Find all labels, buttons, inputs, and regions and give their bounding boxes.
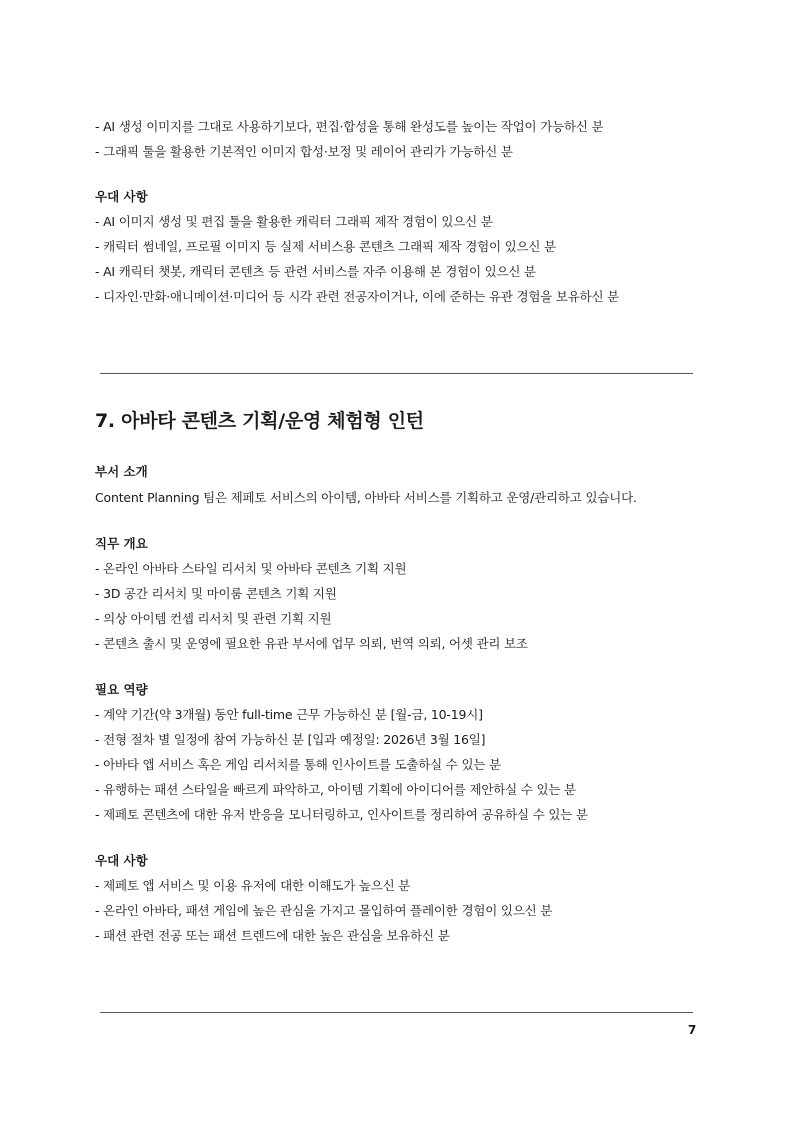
overview-heading: 직무 개요 xyxy=(95,536,148,551)
preferred-item: - 온라인 아바타, 패션 게임에 높은 관심을 가지고 몰입하여 플레이한 경험이 있으신 분 xyxy=(95,903,553,918)
preferred-item: - 캐릭터 썸네일, 프로필 이미지 등 실제 서비스용 콘텐츠 그래픽 제작 경험이 있으신 분 xyxy=(95,239,556,254)
overview-item: - 의상 아이템 컨셉 리서치 및 관련 기획 지원 xyxy=(95,611,332,626)
preferred-item: - 패션 관련 전공 또는 패션 트렌드에 대한 높은 관심을 보유하신 분 xyxy=(95,928,450,943)
requirements-heading: 필요 역량 xyxy=(95,682,148,697)
preferred-item: - 디자인·만화·애니메이션·미디어 등 시각 관련 전공자이거나, 이에 준하는 유관 경험을 보유하신 분 xyxy=(95,289,620,304)
overview-item: - 3D 공간 리서치 및 마이룸 콘텐츠 기획 지원 xyxy=(95,586,337,601)
preferred-item: - AI 캐릭터 챗봇, 캐릭터 콘텐츠 등 관련 서비스를 자주 이용해 본 경험이 있으신 분 xyxy=(95,264,536,279)
requirement-item: - 그래픽 툴을 활용한 기본적인 이미지 합성·보정 및 레이어 관리가 가능하신 분 xyxy=(95,144,513,159)
requirement-item: - 전형 절차 별 일정에 참여 가능하신 분 [입과 예정일: 2026년 3월 16일] xyxy=(95,732,486,747)
overview-item: - 온라인 아바타 스타일 리서치 및 아바타 콘텐츠 기획 지원 xyxy=(95,561,407,576)
section-title: 7. 아바타 콘텐츠 기획/운영 체험형 인턴 xyxy=(95,410,424,432)
department-text: Content Planning 팀은 제페토 서비스의 아이템, 아바타 서비스를 기획하고 운영/관리하고 있습니다. xyxy=(95,490,637,505)
requirement-item: - AI 생성 이미지를 그대로 사용하기보다, 편집·합성을 통해 완성도를 높이는 작업이 가능하신 분 xyxy=(95,119,604,134)
preferred-heading: 우대 사항 xyxy=(95,189,148,204)
requirement-item: - 제페토 콘텐츠에 대한 유저 반응을 모니터링하고, 인사이트를 정리하여 공유하실 수 있는 분 xyxy=(95,807,588,822)
preferred-heading: 우대 사항 xyxy=(95,853,148,868)
requirement-item: - 유행하는 패션 스타일을 빠르게 파악하고, 아이템 기획에 아이디어를 제안하실 수 있는 분 xyxy=(95,782,576,797)
department-heading: 부서 소개 xyxy=(95,464,148,479)
preferred-item: - AI 이미지 생성 및 편집 툴을 활용한 캐릭터 그래픽 제작 경험이 있으신 분 xyxy=(95,214,493,229)
preferred-item: - 제페토 앱 서비스 및 이용 유저에 대한 이해도가 높으신 분 xyxy=(95,878,411,893)
page-number: 7 xyxy=(688,1023,697,1037)
footer-divider xyxy=(100,1012,693,1013)
requirement-item: - 아바타 앱 서비스 혹은 게임 리서치를 통해 인사이트를 도출하실 수 있는 분 xyxy=(95,757,501,772)
overview-item: - 콘텐츠 출시 및 운영에 필요한 유관 부서에 업무 의뢰, 번역 의뢰, 어셋 관리 보조 xyxy=(95,636,528,651)
requirement-item: - 계약 기간(약 3개월) 동안 full-time 근무 가능하신 분 [월-금, 10-19시] xyxy=(95,707,483,722)
section-divider xyxy=(100,373,693,374)
